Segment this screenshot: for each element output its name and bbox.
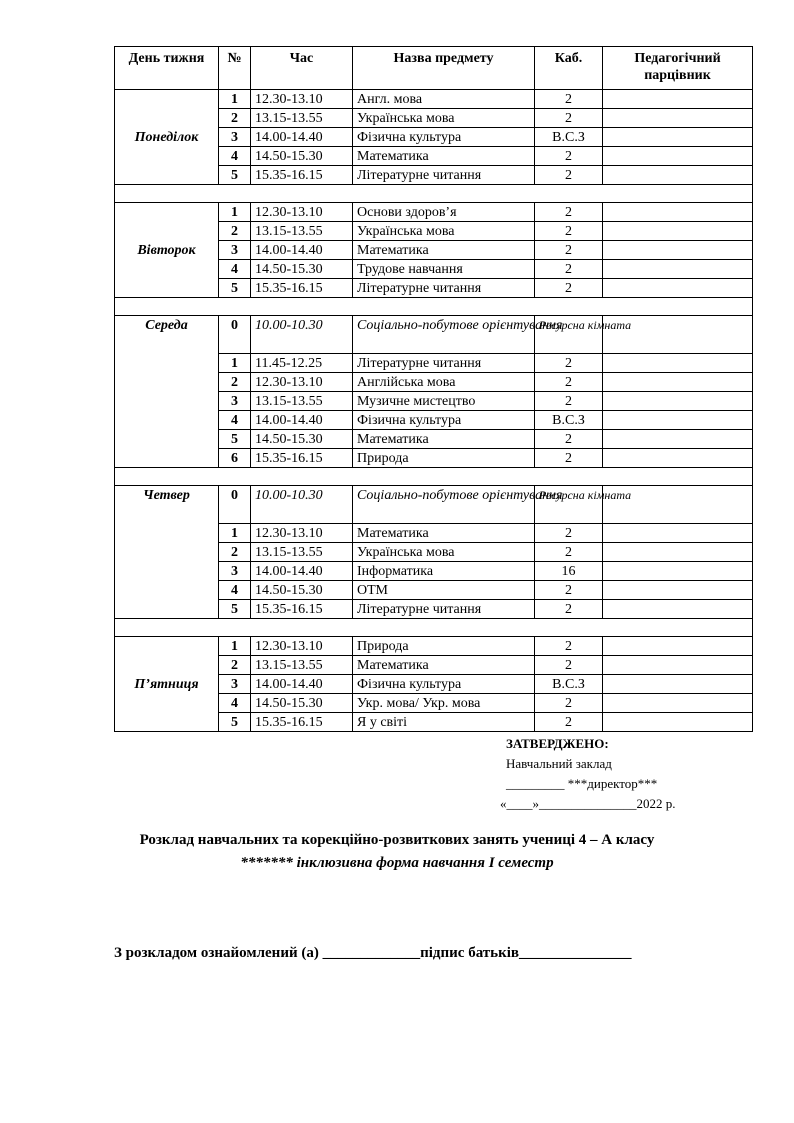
- approval-title: ЗАТВЕРДЖЕНО:: [506, 736, 609, 751]
- lesson-number: 5: [219, 430, 251, 449]
- lesson-cabinet: 2: [535, 392, 603, 411]
- lesson-number: 1: [219, 354, 251, 373]
- header-partner: Педагогічний парцівник: [603, 47, 753, 90]
- day-separator: [115, 468, 753, 486]
- table-row: [115, 316, 753, 354]
- lesson-cabinet: 2: [535, 90, 603, 109]
- lesson-cabinet: 2: [535, 694, 603, 713]
- lesson-subject: Англійська мова: [353, 373, 535, 392]
- lesson-time: 14.00-14.40: [251, 562, 353, 581]
- document-title: Розклад навчальних та корекційно-розвиткових занять учениці 4 – А класу: [139, 832, 655, 848]
- lesson-time: 12.30-13.10: [251, 637, 353, 656]
- lesson-partner: [603, 354, 753, 373]
- lesson-number: 3: [219, 128, 251, 147]
- lesson-partner: [603, 222, 753, 241]
- lesson-number: 4: [219, 694, 251, 713]
- lesson-time: 10.00-10.30: [251, 316, 353, 354]
- lesson-subject: Українська мова: [353, 543, 535, 562]
- lesson-number: 0: [219, 316, 251, 354]
- lesson-time: 14.50-15.30: [251, 694, 353, 713]
- lesson-subject: Основи здоров’я: [353, 203, 535, 222]
- day-name: Понеділок: [115, 90, 219, 185]
- lesson-subject: Математика: [353, 241, 535, 260]
- lesson-number: 2: [219, 373, 251, 392]
- lesson-subject: Математика: [353, 147, 535, 166]
- lesson-partner: [603, 241, 753, 260]
- lesson-number: 1: [219, 524, 251, 543]
- lesson-number: 1: [219, 203, 251, 222]
- lesson-cabinet: Ресурсна кімната: [535, 316, 603, 354]
- lesson-cabinet: 2: [535, 373, 603, 392]
- lesson-number: 5: [219, 600, 251, 619]
- lesson-time: 14.00-14.40: [251, 241, 353, 260]
- lesson-time: 13.15-13.55: [251, 222, 353, 241]
- lesson-time: 14.00-14.40: [251, 411, 353, 430]
- header-time: Час: [251, 47, 353, 90]
- lesson-subject: Я у світі: [353, 713, 535, 732]
- lesson-time: 12.30-13.10: [251, 524, 353, 543]
- lesson-number: 5: [219, 279, 251, 298]
- lesson-cabinet: В.С.З: [535, 411, 603, 430]
- lesson-number: 4: [219, 260, 251, 279]
- day-separator: [115, 185, 753, 203]
- parent-signature-line: З розкладом ознайомлений (а) _____________підпис батьків_______________: [114, 945, 632, 961]
- lesson-number: 3: [219, 392, 251, 411]
- lesson-subject: Англ. мова: [353, 90, 535, 109]
- approval-director: _________ ***директор***: [506, 776, 658, 791]
- day-separator-row: [115, 619, 753, 637]
- lesson-partner: [603, 90, 753, 109]
- day-name: Четвер: [115, 486, 219, 619]
- lesson-time: 13.15-13.55: [251, 109, 353, 128]
- lesson-time: 10.00-10.30: [251, 486, 353, 524]
- lesson-cabinet: 2: [535, 524, 603, 543]
- lesson-subject: Фізична культура: [353, 675, 535, 694]
- lesson-subject: Інформатика: [353, 562, 535, 581]
- lesson-time: 14.50-15.30: [251, 260, 353, 279]
- lesson-number: 4: [219, 581, 251, 600]
- lesson-partner: [603, 147, 753, 166]
- lesson-subject: Природа: [353, 637, 535, 656]
- lesson-partner: [603, 166, 753, 185]
- lesson-cabinet: 2: [535, 600, 603, 619]
- lesson-time: 14.50-15.30: [251, 147, 353, 166]
- lesson-partner: [603, 392, 753, 411]
- lesson-time: 14.00-14.40: [251, 675, 353, 694]
- table-row: [115, 90, 753, 109]
- lesson-partner: [603, 675, 753, 694]
- day-name: Середа: [115, 316, 219, 468]
- lesson-partner: [603, 543, 753, 562]
- lesson-cabinet: 2: [535, 449, 603, 468]
- day-separator: [115, 298, 753, 316]
- header-num: №: [219, 47, 251, 90]
- lesson-subject: Математика: [353, 430, 535, 449]
- lesson-partner: [603, 637, 753, 656]
- lesson-time: 13.15-13.55: [251, 392, 353, 411]
- schedule-body: [115, 90, 753, 732]
- day-separator-row: [115, 468, 753, 486]
- lesson-time: 15.35-16.15: [251, 713, 353, 732]
- lesson-partner: [603, 694, 753, 713]
- lesson-number: 3: [219, 562, 251, 581]
- lesson-time: 14.50-15.30: [251, 430, 353, 449]
- approval-block: [500, 734, 676, 814]
- lesson-time: 13.15-13.55: [251, 543, 353, 562]
- lesson-time: 12.30-13.10: [251, 90, 353, 109]
- lesson-number: 2: [219, 222, 251, 241]
- lesson-time: 12.30-13.10: [251, 373, 353, 392]
- header-cab: Каб.: [535, 47, 603, 90]
- lesson-cabinet: В.С.З: [535, 128, 603, 147]
- day-separator-row: [115, 185, 753, 203]
- lesson-partner: [603, 279, 753, 298]
- lesson-number: 4: [219, 411, 251, 430]
- lesson-subject: Літературне читання: [353, 166, 535, 185]
- lesson-subject: Музичне мистецтво: [353, 392, 535, 411]
- lesson-number: 4: [219, 147, 251, 166]
- day-name: Вівторок: [115, 203, 219, 298]
- lesson-subject: Математика: [353, 656, 535, 675]
- approval-date: «____»_______________2022 р.: [500, 796, 676, 811]
- lesson-cabinet: 2: [535, 203, 603, 222]
- day-name: П’ятниця: [115, 637, 219, 732]
- lesson-number: 1: [219, 90, 251, 109]
- lesson-subject: Математика: [353, 524, 535, 543]
- lesson-number: 5: [219, 713, 251, 732]
- lesson-cabinet: 2: [535, 222, 603, 241]
- header-subject: Назва предмету: [353, 47, 535, 90]
- lesson-subject: Літературне читання: [353, 354, 535, 373]
- lesson-cabinet: В.С.З: [535, 675, 603, 694]
- lesson-number: 5: [219, 166, 251, 185]
- lesson-subject: Природа: [353, 449, 535, 468]
- lesson-number: 0: [219, 486, 251, 524]
- header-row: [115, 47, 753, 90]
- lesson-cabinet: 2: [535, 637, 603, 656]
- document-subtitle: ******* інклюзивна форма навчання І семестр: [240, 855, 554, 871]
- table-row: [115, 203, 753, 222]
- lesson-cabinet: 2: [535, 279, 603, 298]
- lesson-time: 15.35-16.15: [251, 279, 353, 298]
- day-separator: [115, 619, 753, 637]
- lesson-time: 15.35-16.15: [251, 600, 353, 619]
- lesson-partner: [603, 109, 753, 128]
- table-row: [115, 637, 753, 656]
- lesson-subject: Фізична культура: [353, 411, 535, 430]
- lesson-subject: Фізична культура: [353, 128, 535, 147]
- lesson-subject: Соціально-побутове орієнтування: [353, 486, 535, 524]
- lesson-time: 14.00-14.40: [251, 128, 353, 147]
- lesson-cabinet: 2: [535, 166, 603, 185]
- lesson-time: 14.50-15.30: [251, 581, 353, 600]
- lesson-partner: [603, 449, 753, 468]
- lesson-time: 13.15-13.55: [251, 656, 353, 675]
- lesson-partner: [603, 128, 753, 147]
- lesson-cabinet: 2: [535, 543, 603, 562]
- lesson-cabinet: 2: [535, 430, 603, 449]
- lesson-number: 2: [219, 656, 251, 675]
- lesson-cabinet: 2: [535, 109, 603, 128]
- day-separator-row: [115, 298, 753, 316]
- lesson-subject: Літературне читання: [353, 600, 535, 619]
- lesson-cabinet: 2: [535, 260, 603, 279]
- lesson-cabinet: 2: [535, 581, 603, 600]
- lesson-partner: [603, 524, 753, 543]
- approval-institution: Навчальний заклад: [506, 756, 612, 771]
- lesson-partner: [603, 430, 753, 449]
- lesson-time: 15.35-16.15: [251, 449, 353, 468]
- lesson-partner: [603, 656, 753, 675]
- lesson-subject: Трудове навчання: [353, 260, 535, 279]
- lesson-cabinet: 16: [535, 562, 603, 581]
- lesson-cabinet: 2: [535, 713, 603, 732]
- lesson-number: 6: [219, 449, 251, 468]
- lesson-cabinet: Ресурсна кімната: [535, 486, 603, 524]
- lesson-cabinet: 2: [535, 656, 603, 675]
- lesson-subject: Українська мова: [353, 109, 535, 128]
- lesson-cabinet: 2: [535, 354, 603, 373]
- lesson-subject: Українська мова: [353, 222, 535, 241]
- lesson-partner: [603, 562, 753, 581]
- lesson-subject: Літературне читання: [353, 279, 535, 298]
- lesson-subject: ОТМ: [353, 581, 535, 600]
- lesson-partner: [603, 373, 753, 392]
- lesson-number: 2: [219, 543, 251, 562]
- lesson-number: 1: [219, 637, 251, 656]
- lesson-number: 3: [219, 675, 251, 694]
- lesson-partner: [603, 581, 753, 600]
- lesson-subject: Укр. мова/ Укр. мова: [353, 694, 535, 713]
- schedule-table: [114, 46, 753, 732]
- lesson-partner: [603, 260, 753, 279]
- lesson-cabinet: 2: [535, 241, 603, 260]
- lesson-partner: [603, 411, 753, 430]
- lesson-partner: [603, 600, 753, 619]
- lesson-time: 12.30-13.10: [251, 203, 353, 222]
- lesson-subject: Соціально-побутове орієнтування: [353, 316, 535, 354]
- lesson-partner: [603, 713, 753, 732]
- lesson-number: 2: [219, 109, 251, 128]
- lesson-cabinet: 2: [535, 147, 603, 166]
- lesson-time: 11.45-12.25: [251, 354, 353, 373]
- lesson-number: 3: [219, 241, 251, 260]
- lesson-partner: [603, 203, 753, 222]
- table-row: [115, 486, 753, 524]
- header-day: День тижня: [115, 47, 219, 90]
- lesson-time: 15.35-16.15: [251, 166, 353, 185]
